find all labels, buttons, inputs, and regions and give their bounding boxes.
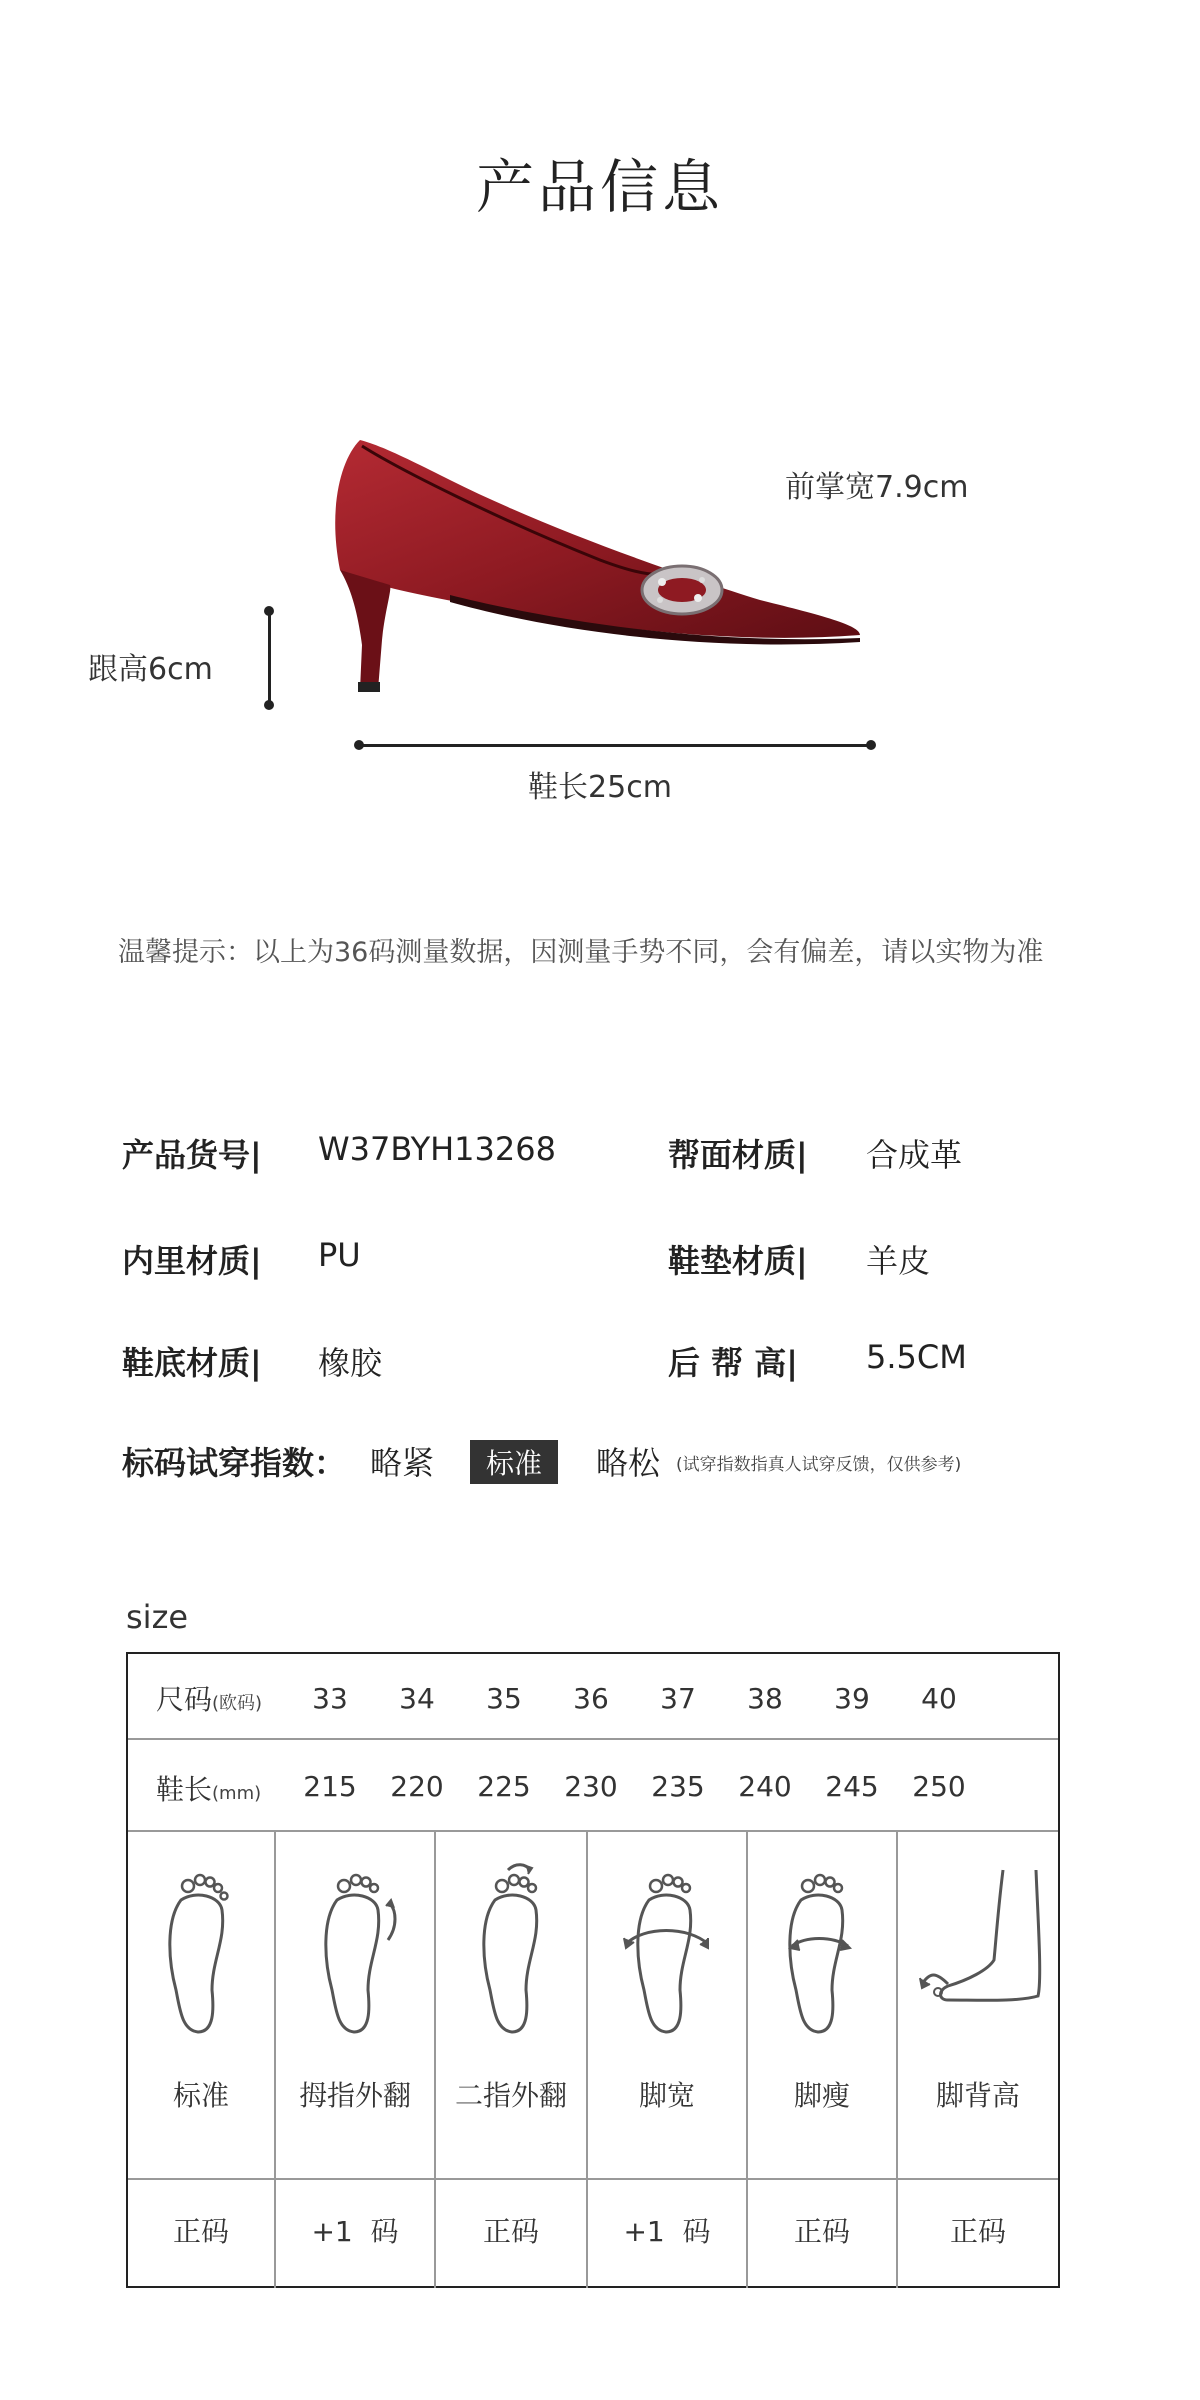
fit-advice: 正码: [172, 2215, 229, 2248]
fit-advice: 正码: [793, 2215, 850, 2248]
shoe-length-dot-right: [866, 740, 876, 750]
size-row-label-text: 尺码: [156, 1683, 213, 1716]
heel-height-dot-bottom: [264, 700, 274, 710]
spec-value-lining: PU: [318, 1236, 361, 1274]
size-row-unit: (欧码): [212, 1693, 263, 1714]
foot-type-label: 脚瘦: [793, 2079, 850, 2112]
length-cell: 240: [738, 1770, 792, 1803]
length-row-unit: (mm): [212, 1783, 262, 1804]
spec-label-insole: 鞋垫材质|: [668, 1242, 808, 1280]
foot-narrow-icon: [756, 1860, 886, 2040]
spec-label-upper: 帮面材质|: [668, 1136, 808, 1174]
length-cell: 250: [912, 1770, 966, 1803]
size-cell: 40: [921, 1682, 957, 1715]
length-cell: 215: [303, 1770, 357, 1803]
spec-label-sole: 鞋底材质|: [122, 1344, 262, 1382]
fit-index-label: 标码试穿指数：: [122, 1444, 347, 1482]
size-cell: 34: [399, 1682, 435, 1715]
page-title: 产品信息: [475, 153, 724, 221]
size-table-divider-2: [128, 1830, 1058, 1832]
spec-value-sole: 橡胶: [318, 1344, 383, 1382]
foot-bunion-icon: [292, 1860, 422, 2040]
size-cell: 33: [312, 1682, 348, 1715]
size-cell: 37: [660, 1682, 696, 1715]
fit-advice: 正码: [482, 2215, 539, 2248]
length-cell: 245: [825, 1770, 879, 1803]
foot-type-label: 脚宽: [638, 2079, 695, 2112]
length-row-label-text: 鞋长: [156, 1773, 213, 1806]
fit-advice: +1 码: [311, 2215, 399, 2248]
fit-advice: +1 码: [623, 2215, 711, 2248]
foot-type-label: 二指外翻: [454, 2079, 567, 2112]
fit-index-footnote: (试穿指数指真人试穿反馈，仅供参考): [676, 1455, 962, 1475]
length-cell: 235: [651, 1770, 705, 1803]
spec-label-item-no: 产品货号|: [122, 1136, 262, 1174]
foot-type-label: 标准: [172, 2079, 229, 2112]
length-cell: 225: [477, 1770, 531, 1803]
size-cell: 38: [747, 1682, 783, 1715]
size-table-divider-3: [128, 2178, 1058, 2180]
spec-label-heel-counter: 后 帮 高|: [668, 1344, 798, 1382]
size-table: [126, 1652, 1060, 2288]
heel-height-label: 跟高6cm: [88, 652, 213, 687]
spec-value-upper: 合成革: [866, 1136, 963, 1174]
heel-height-line: [268, 612, 271, 704]
fit-option-standard-selected: 标准: [470, 1440, 558, 1484]
spec-label-lining: 内里材质|: [122, 1242, 262, 1280]
foot-type-label: 拇指外翻: [298, 2079, 411, 2112]
forefoot-width-label: 前掌宽7.9cm: [785, 470, 969, 505]
size-row-label: [156, 1678, 262, 1718]
length-row-label: [156, 1768, 261, 1808]
length-cell: 220: [390, 1770, 444, 1803]
size-heading: size: [126, 1598, 189, 1636]
spec-value-insole: 羊皮: [866, 1242, 931, 1280]
fit-option-loose: 略松: [596, 1444, 661, 1482]
foot-standard-icon: [136, 1860, 266, 2040]
spec-value-item-no: W37BYH13268: [318, 1130, 556, 1168]
shoe-length-label: 鞋长25cm: [528, 770, 672, 805]
shoe-length-line: [360, 744, 872, 747]
fit-advice: 正码: [949, 2215, 1006, 2248]
size-table-divider-1: [128, 1738, 1058, 1740]
size-cell: 36: [573, 1682, 609, 1715]
heel-height-dot-top: [264, 606, 274, 616]
size-cell: 39: [834, 1682, 870, 1715]
measurement-note: 温馨提示：以上为36码测量数据，因测量手势不同，会有偏差，请以实物为准: [118, 937, 1044, 968]
fit-option-tight: 略紧: [370, 1444, 435, 1482]
spec-value-heel-counter: 5.5CM: [866, 1338, 967, 1376]
foot-second-toe-icon: [450, 1860, 580, 2040]
foot-wide-icon: [604, 1860, 734, 2040]
shoe-length-dot-left: [354, 740, 364, 750]
foot-type-label: 脚背高: [935, 2079, 1020, 2112]
length-cell: 230: [564, 1770, 618, 1803]
size-cell: 35: [486, 1682, 522, 1715]
foot-high-instep-icon: [908, 1860, 1058, 2040]
